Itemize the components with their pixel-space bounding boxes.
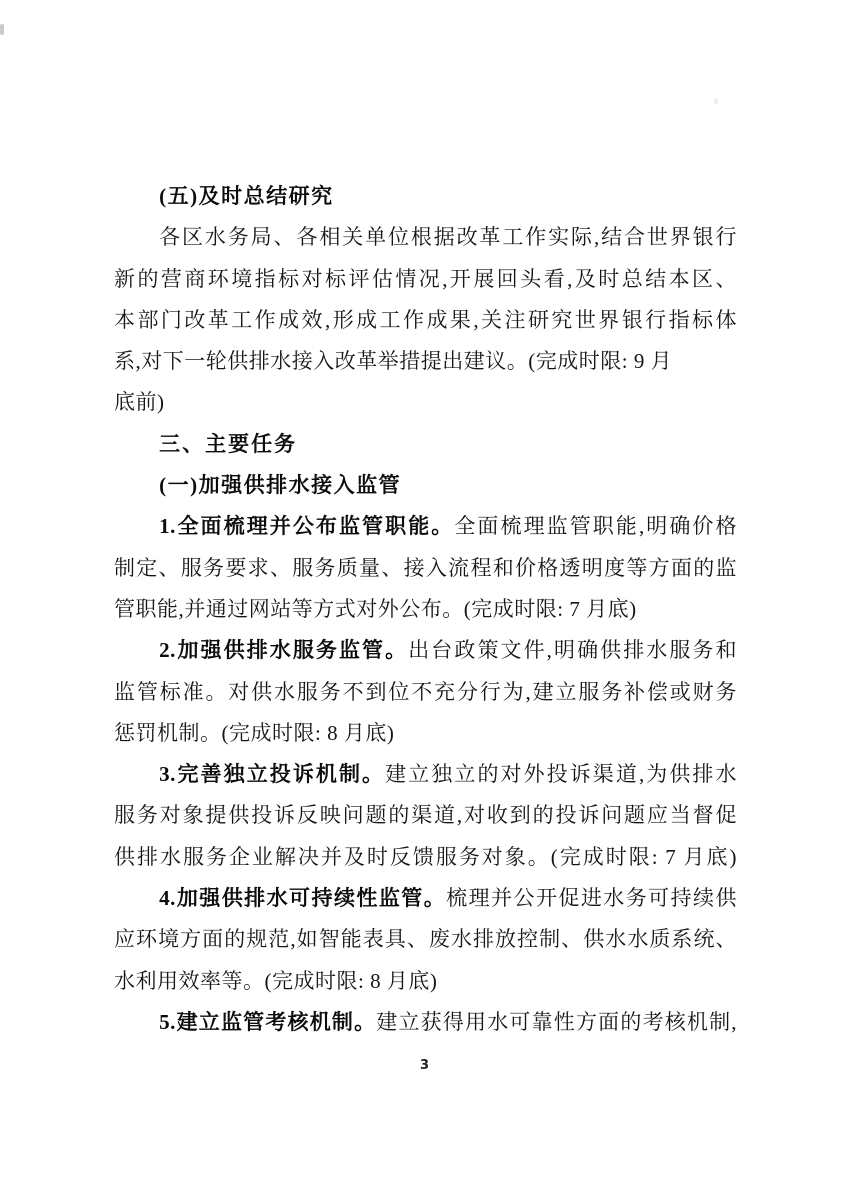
body-line xyxy=(114,217,737,258)
section-heading xyxy=(114,424,737,465)
text-segment: 底前) xyxy=(114,390,165,415)
body-line xyxy=(114,961,737,1002)
body-line xyxy=(114,300,737,341)
text-segment: 水利用效率等。(完成时限: 8 月底) xyxy=(114,968,438,993)
body-line xyxy=(114,341,737,382)
text-segment: 4.加强供排水可持续性监管。 xyxy=(159,886,447,911)
text-segment: 管职能,并通过网站等方式对外公布。(完成时限: 7 月底) xyxy=(114,596,637,621)
body-line xyxy=(114,795,737,836)
text-segment: 1.全面梳理并公布监管职能。 xyxy=(159,514,455,539)
body-line xyxy=(114,589,737,630)
text-segment: 梳理并公开促进水务可持续供 xyxy=(446,886,737,911)
text-segment: 三、主要任务 xyxy=(159,432,298,456)
text-segment: 建立独立的对外投诉渠道,为供排水 xyxy=(385,762,737,787)
body-line xyxy=(114,506,737,547)
text-segment: 服务对象提供投诉反映问题的渠道,对收到的投诉问题应当督促 xyxy=(114,803,737,828)
text-segment: 制定、服务要求、服务质量、接入流程和价格透明度等方面的监 xyxy=(114,555,737,580)
text-segment: 监管标准。对供水服务不到位不充分行为,建立服务补偿或财务 xyxy=(114,679,737,704)
body-line xyxy=(114,1002,737,1043)
text-segment: 5.建立监管考核机制。 xyxy=(159,1009,377,1034)
body-line xyxy=(114,878,737,919)
text-segment: (五)及时总结研究 xyxy=(159,184,334,208)
body-line xyxy=(114,754,737,795)
text-segment: 惩罚机制。(完成时限: 8 月底) xyxy=(114,720,395,745)
section-heading xyxy=(114,465,737,506)
body-line xyxy=(114,919,737,960)
text-block xyxy=(114,176,737,1043)
text-segment: 本部门改革工作成效,形成工作成果,关注研究世界银行指标体 xyxy=(114,307,737,332)
text-segment: (一)加强供排水接入监管 xyxy=(159,473,402,498)
text-segment: 新的营商环境指标对标评估情况,开展回头看,及时总结本区、 xyxy=(114,266,737,291)
body-line xyxy=(114,630,737,671)
text-segment: 3.完善独立投诉机制。 xyxy=(159,762,386,787)
text-segment: 全面梳理监管职能,明确价格 xyxy=(454,514,737,539)
scan-speck xyxy=(714,98,718,104)
body-line xyxy=(114,672,737,713)
body-line xyxy=(114,713,737,754)
body-line xyxy=(114,548,737,589)
section-heading xyxy=(114,176,737,217)
text-segment: 出台政策文件,明确供排水服务和 xyxy=(408,638,737,663)
text-segment: 应环境方面的规范,如智能表具、废水排放控制、供水水质系统、 xyxy=(114,927,737,952)
text-segment: 供排水服务企业解决并及时反馈服务对象。(完成时限: 7 月底) xyxy=(114,844,737,869)
body-line xyxy=(114,259,737,300)
text-segment: 系,对下一轮供排水接入改革举措提出建议。(完成时限: 9 月 xyxy=(114,349,673,374)
body-line xyxy=(114,382,737,423)
page-number: 3 xyxy=(419,1058,430,1073)
scan-speck xyxy=(0,24,4,35)
text-segment: 建立获得用水可靠性方面的考核机制, xyxy=(376,1009,737,1034)
body-line xyxy=(114,837,737,878)
text-segment: 2.加强供排水服务监管。 xyxy=(159,638,409,663)
text-segment: 各区水务局、各相关单位根据改革工作实际,结合世界银行 xyxy=(159,225,737,250)
